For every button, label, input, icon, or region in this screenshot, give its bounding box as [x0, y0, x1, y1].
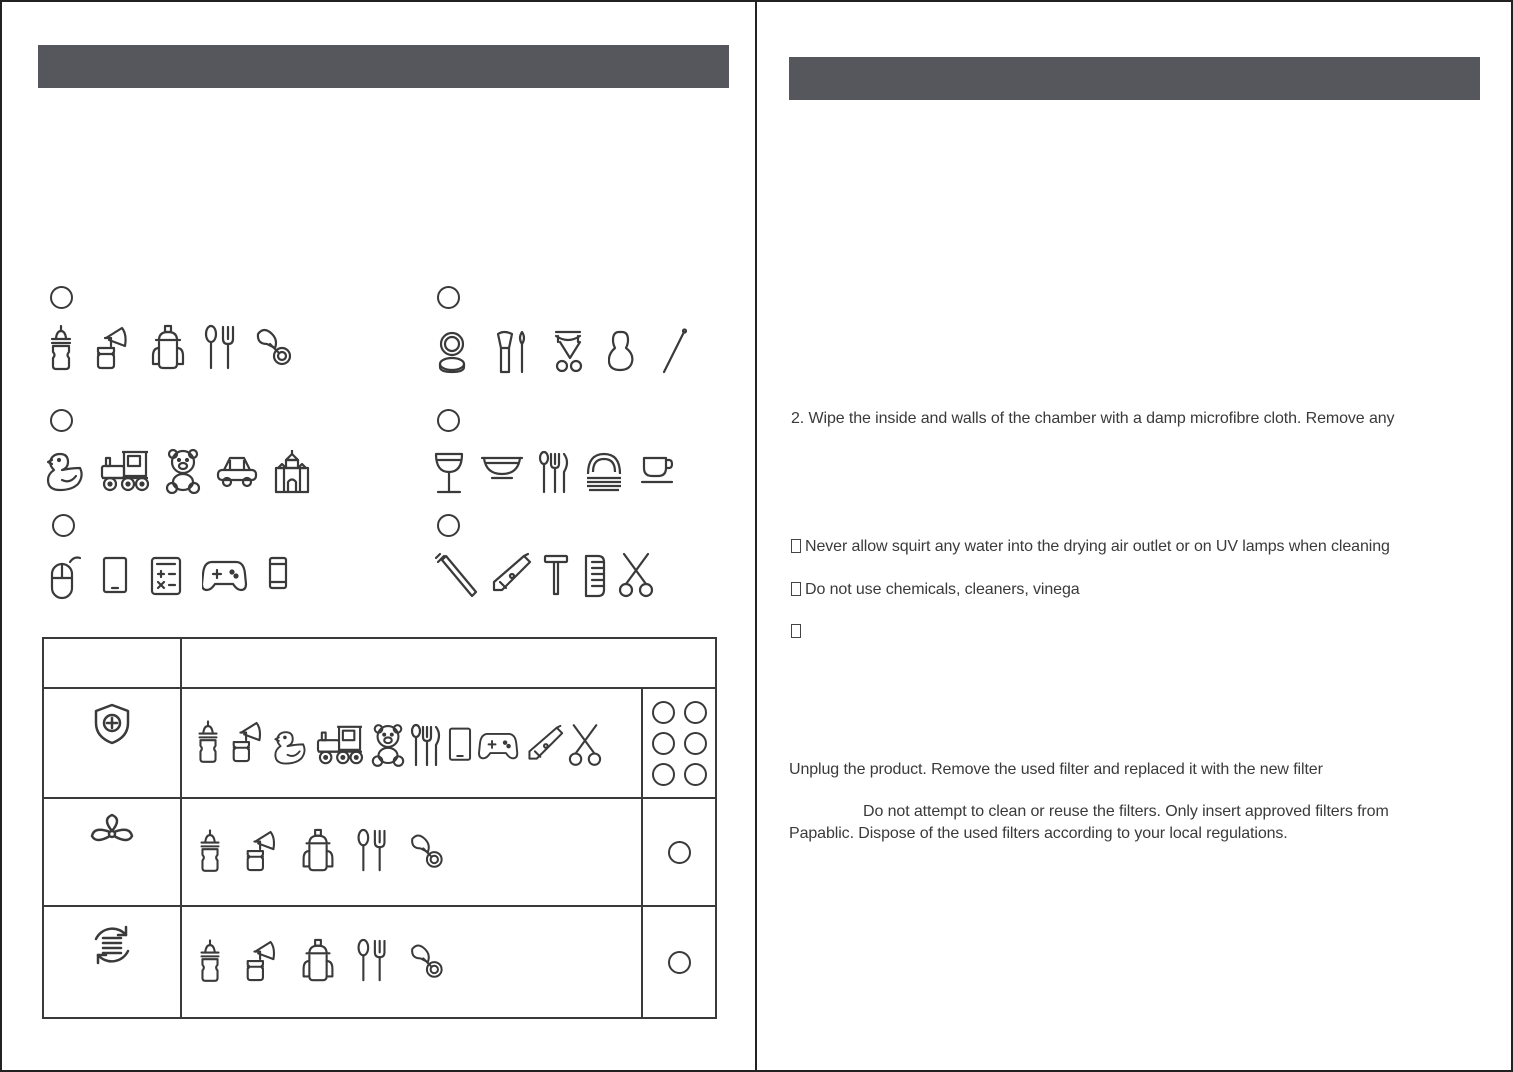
electric-toothbrush-icon — [488, 552, 532, 598]
tablet-icon — [446, 725, 474, 767]
mode-cell — [43, 906, 181, 1018]
gamepad-icon — [478, 727, 520, 767]
warning-line — [791, 538, 1390, 556]
missing-glyph-box — [791, 539, 801, 553]
sippy-cup-icon — [298, 828, 338, 876]
eyelash-curler-icon — [550, 328, 586, 376]
items-cell — [181, 798, 642, 906]
breast-pump-icon — [228, 719, 268, 767]
mode-marker — [684, 701, 707, 724]
category-marker — [437, 286, 460, 309]
tablet-icon — [100, 554, 130, 600]
spoon-fork-icon — [202, 324, 238, 374]
cutlery-icon — [410, 723, 442, 767]
marker-cell — [642, 906, 716, 1018]
toy-train-icon — [314, 723, 366, 767]
breast-pump-icon — [242, 938, 282, 986]
breast-pump-icon — [242, 828, 282, 876]
category-icons-personal-care — [434, 552, 654, 598]
phone-icon — [266, 554, 290, 600]
gamepad-icon — [202, 554, 248, 600]
table-row — [43, 798, 716, 906]
table-row — [43, 906, 716, 1018]
section-header-bar — [38, 45, 729, 88]
toothbrush-icon — [434, 552, 478, 598]
missing-glyph-box — [791, 582, 801, 596]
teddy-bear-icon — [164, 448, 202, 494]
warning-line — [791, 623, 805, 641]
warning-line — [791, 581, 1080, 599]
mode-marker — [652, 732, 675, 755]
scissors-icon — [618, 552, 654, 598]
table-header-row — [43, 638, 716, 688]
pacifier-icon — [252, 324, 294, 374]
cleaning-step-2: 2. Wipe the inside and walls of the chamber with a damp microfibre cloth. Remove any — [791, 410, 1395, 427]
category-icons-toys — [46, 448, 312, 494]
category-marker — [437, 409, 460, 432]
items-cell — [181, 688, 642, 798]
category-icons-makeup — [434, 328, 688, 376]
table-row — [43, 688, 716, 798]
cycle-list-icon — [90, 923, 134, 967]
table-header-cell — [181, 638, 716, 688]
block-castle-icon — [272, 448, 312, 494]
duck-icon — [272, 727, 310, 767]
missing-glyph-box — [791, 624, 801, 638]
duck-icon — [46, 448, 86, 494]
filter-step: Unplug the product. Remove the used filter and replaced it with the new filter — [789, 761, 1323, 778]
category-marker — [437, 514, 460, 537]
spoon-fork-icon — [354, 938, 390, 986]
bottle-icon — [194, 828, 226, 876]
spoon-fork-icon — [354, 828, 390, 876]
marker-cell — [642, 688, 716, 798]
category-icons-tableware — [432, 450, 674, 494]
mouse-icon — [48, 554, 82, 600]
pacifier-icon — [406, 830, 446, 876]
mode-marker — [684, 763, 707, 786]
bottle-icon — [44, 324, 78, 374]
pacifier-icon — [406, 940, 446, 986]
sippy-cup-icon — [148, 324, 188, 374]
electric-toothbrush-icon — [524, 723, 564, 767]
razor-icon — [542, 552, 570, 598]
bowl-icon — [480, 450, 524, 494]
bottle-icon — [192, 719, 224, 767]
sippy-cup-icon — [298, 938, 338, 986]
mode-marker — [684, 732, 707, 755]
mode-compatibility-table — [42, 637, 717, 1019]
cup-icon — [638, 450, 674, 494]
mode-marker — [668, 951, 691, 974]
filter-note-text: Do not attempt to clean or reuse the filters. Only insert approved filters from — [863, 803, 1389, 820]
beauty-sponge-icon — [608, 328, 638, 376]
teddy-bear-icon — [370, 723, 406, 767]
mode-cell — [43, 798, 181, 906]
items-cell — [181, 906, 642, 1018]
wine-glass-icon — [432, 450, 466, 494]
comb-icon — [580, 552, 608, 598]
compact-icon — [434, 328, 470, 376]
category-icons-baby-feeding — [44, 324, 294, 374]
mode-cell — [43, 688, 181, 798]
toy-train-icon — [98, 448, 152, 494]
shield-plus-icon — [92, 703, 132, 747]
toy-car-icon — [214, 448, 260, 494]
table-header-cell — [43, 638, 181, 688]
plate-stack-icon — [584, 450, 624, 494]
warning-text: Never allow squirt any water into the drying air outlet or on UV lamps when cleaning — [805, 538, 1390, 555]
mode-marker — [652, 763, 675, 786]
calculator-icon — [148, 554, 184, 600]
tweezer-icon — [660, 328, 688, 376]
fan-icon — [88, 812, 136, 856]
breast-pump-icon — [92, 324, 134, 374]
makeup-brush-icon — [492, 328, 528, 376]
cutlery-icon — [538, 450, 570, 494]
scissors-icon — [568, 723, 602, 767]
marker-cell — [642, 798, 716, 906]
mode-marker — [668, 841, 691, 864]
mode-marker — [652, 701, 675, 724]
category-icons-electronics — [48, 554, 290, 600]
right-page — [755, 0, 1513, 1072]
filter-note-line — [789, 803, 1389, 821]
category-marker — [52, 514, 75, 537]
warning-text: Do not use chemicals, cleaners, vinega — [805, 581, 1080, 598]
filter-note-line-2: Papablic. Dispose of the used filters according to your local regulations. — [789, 825, 1288, 842]
bottle-icon — [194, 938, 226, 986]
section-header-bar — [789, 57, 1480, 100]
category-marker — [50, 409, 73, 432]
category-marker — [50, 286, 73, 309]
